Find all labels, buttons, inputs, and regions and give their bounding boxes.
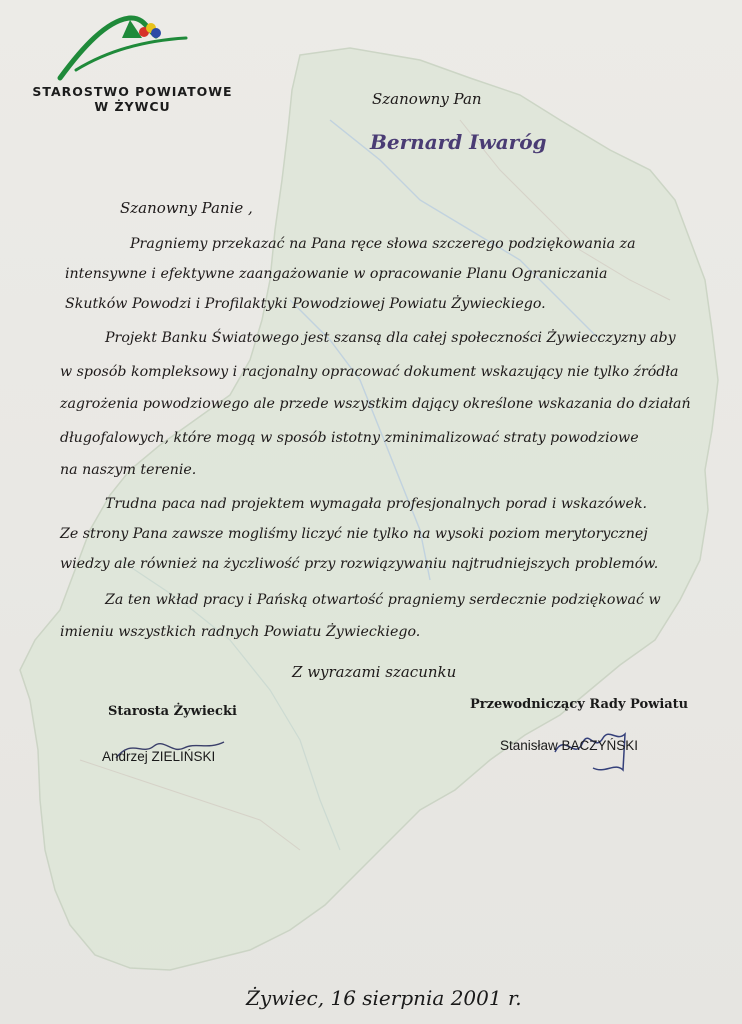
letter-line: Skutków Powodzi i Profilaktyki Powodziowej Powiatu Żywieckiego. (65, 296, 546, 312)
letter-line: w sposób kompleksowy i racjonalny opracować dokument wskazujący nie tylko źródła (60, 364, 679, 380)
recipient-name: Bernard Iwaróg (370, 130, 547, 154)
left-signatory-name: Andrzej ZIELIŃSKI (102, 749, 216, 764)
letter-line: Ze strony Pana zawsze mogliśmy liczyć nie tylko na wysoki poziom merytorycznej (60, 526, 648, 542)
letter-line: imieniu wszystkich radnych Powiatu Żywieckiego. (60, 624, 421, 640)
letter-line: Projekt Banku Światowego jest szansą dla całej społeczności Żywiecczyzny aby (105, 330, 676, 346)
salutation-small: Szanowny Pan (372, 90, 482, 108)
letter-line: intensywne i efektywne zaangażowanie w opracowanie Planu Ograniczania (65, 266, 608, 282)
greeting: Szanowny Panie , (120, 199, 253, 217)
letter-line: Za ten wkład pracy i Pańską otwartość pragniemy serdecznie podziękować w (105, 592, 661, 608)
left-signatory-title: Starosta Żywiecki (108, 704, 237, 719)
closing: Z wyrazami szacunku (292, 663, 457, 681)
right-signatory-name: Stanisław BACZYŃSKI (500, 738, 639, 753)
right-signatory-title: Przewodniczący Rady Powiatu (470, 697, 689, 712)
letter-line: na naszym terenie. (60, 462, 197, 478)
letter-line: Trudna paca nad projektem wymagała profesjonalnych porad i wskazówek. (105, 496, 648, 512)
letter-line: długofalowych, które mogą w sposób istotny zminimalizować straty powodziowe (60, 430, 639, 446)
starostwo-logo (52, 8, 192, 88)
logo-text (30, 84, 235, 114)
letter-line: zagrożenia powodziowego ale przede wszystkim dający określone wskazania do działań (60, 396, 691, 412)
letter-date: Żywiec, 16 sierpnia 2001 r. (246, 986, 522, 1010)
logo-line2: W ŻYWCU (94, 99, 171, 114)
logo-line1: STAROSTWO POWIATOWE (32, 84, 233, 99)
letter-line: Pragniemy przekazać na Pana ręce słowa szczerego podziękowania za (130, 236, 636, 252)
letter-line: wiedzy ale również na życzliwość przy rozwiązywaniu najtrudniejszych problemów. (60, 556, 659, 572)
